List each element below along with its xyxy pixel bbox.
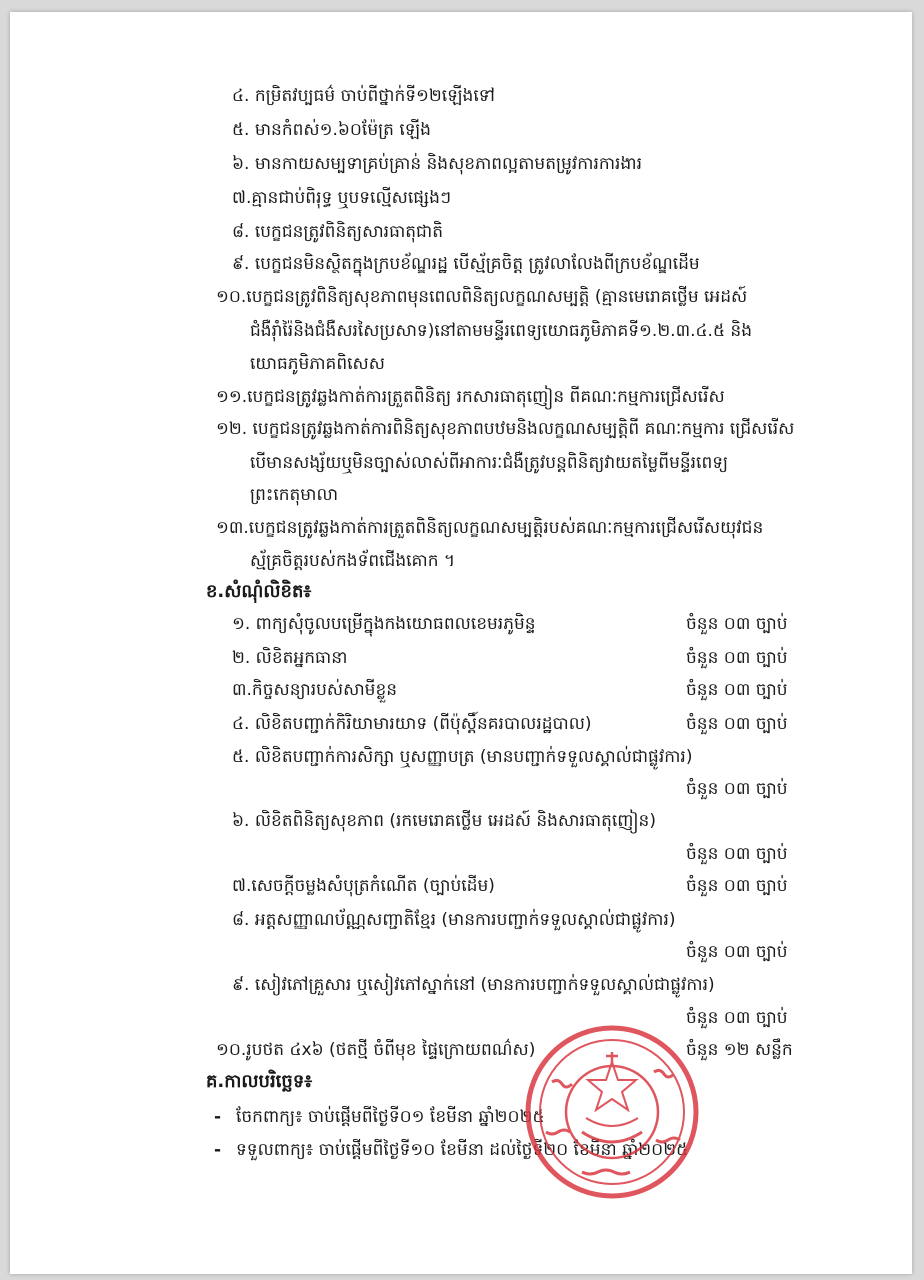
document-page (10, 12, 912, 1274)
documents-heading: ខ.សំណុំលិខិត៖ (206, 581, 312, 602)
qualification-item: ១០.បេក្ខជនត្រូវពិនិត្យសុខភាពមុនពេលពិនិត្យលក្ខណសម្បត្តិ (គ្មានមេរោគថ្លើម អេដស៍ (216, 287, 748, 307)
document-item-count: ចំនួន ០៣ ច្បាប់ (686, 779, 788, 799)
qualification-item-continuation: ជំងឺរ៉ាំរ៉ៃនិងជំងឺសរសៃប្រសាទ)នៅតាមមន្ទីរពេទ្យយោធភូមិភាគទី១.២.៣.៤.៥ និង (250, 321, 752, 341)
bullet-dash: - (214, 1140, 222, 1160)
document-item-label: ៥. លិខិតបញ្ជាក់ការសិក្សា ឬសញ្ញាបត្រ (មានបញ្ជាក់ទទួលស្គាល់ជាផ្លូវការ) (232, 747, 693, 767)
qualification-item-continuation: យោធភូមិភាគពិសេស (250, 354, 385, 374)
document-item-count: ចំនួន ០៣ ច្បាប់ (686, 942, 788, 962)
qualification-item: ៧.គ្មានជាប់ពិរុទ្ធ ឬបទល្មើសផ្សេងៗ (232, 188, 452, 208)
document-item-count: ចំនួន ០៣ ច្បាប់ (686, 844, 788, 864)
schedule-heading: គ.កាលបរិច្ឆេទ៖ (206, 1071, 313, 1092)
document-item-label: ៣.កិច្ចសន្យារបស់សាមីខ្លួន (232, 680, 398, 700)
document-item-count: ចំនួន ០៣ ច្បាប់ (686, 614, 788, 634)
qualification-item-continuation: ស្ម័គ្រចិត្តរបស់កងទ័ពជើងគោក ។ (250, 551, 456, 571)
document-item-label: ១. ពាក្យសុំចូលបម្រើក្នុងកងយោធពលខេមរភូមិន្ទ (232, 614, 536, 634)
qualification-item: ៦. មានកាយសម្បទាគ្រប់គ្រាន់ និងសុខភាពល្អតាមតម្រូវការការងារ (232, 154, 643, 174)
qualification-item: ១២. បេក្ខជនត្រូវឆ្លងកាត់ការពិនិត្យសុខភាពបឋមនិងលក្ខណសម្បត្តិពី គណៈកម្មការ ជ្រើសរើស (216, 419, 795, 439)
qualification-item: ១៣.បេក្ខជនត្រូវឆ្លងកាត់ការត្រួតពិនិត្យលក្ខណសម្បត្តិរបស់គណៈកម្មការជ្រើសរើសយុវជន (216, 518, 764, 538)
document-item-count: ចំនួន ០៣ ច្បាប់ (686, 680, 788, 700)
document-item-label: ៧.សេចក្តីចម្លងសំបុត្រកំណើត (ច្បាប់ដើម) (232, 876, 495, 896)
document-item-label: ៦. លិខិតពិនិត្យសុខភាព (រកមេរោគថ្លើម អេដស៍ និងសារធាតុញៀន) (232, 811, 656, 831)
bullet-dash: - (214, 1107, 222, 1127)
document-item-count: ចំនួន ០៣ ច្បាប់ (686, 1008, 788, 1028)
document-item-label: ១០.រូបថត ៤x៦ (ថតថ្មី ចំពីមុខ ផ្ទៃក្រោយពណ៌ស) (216, 1040, 536, 1060)
schedule-item-text: ទទួលពាក្យ៖ ចាប់ផ្តើមពីថ្ងៃទី១០ ខែមីនា ដល់ថ្ងៃទី២០ ខែមីនា ឆ្នាំ២០២៥ (236, 1140, 689, 1160)
document-item-label: ២. លិខិតអ្នកធានា (232, 648, 348, 668)
qualification-item-continuation: ព្រះកេតុមាលា (250, 485, 339, 505)
qualification-item: ១១.បេក្ខជនត្រូវឆ្លងកាត់ការត្រួតពិនិត្យ រកសារធាតុញៀន ពីគណៈកម្មការជ្រើសរើស (216, 387, 725, 407)
qualification-item: ៥. មានកំពស់១.៦០ម៉ែត្រ ឡើង (232, 120, 431, 140)
document-item-count: ចំនួន ១២ សន្លឹក (686, 1040, 793, 1060)
schedule-item (214, 1105, 544, 1129)
document-item-label: ៤. លិខិតបញ្ជាក់កិរិយាមារយាទ (ពីប៉ុស្តិ៍នគរបាលរដ្ឋបាល) (232, 714, 592, 734)
document-item-count: ចំនួន ០៣ ច្បាប់ (686, 648, 788, 668)
document-item-label: ៩. សៀវភៅគ្រួសារ ឬសៀវភៅស្នាក់នៅ (មានការបញ្ជាក់ទទួលស្គាល់ជាផ្លូវការ) (232, 975, 715, 995)
official-seal-icon (522, 1022, 702, 1202)
qualification-item-continuation: បើមានសង្ស័យឬមិនច្បាស់លាស់ពីអាការៈជំងឺត្រូវបន្តពិនិត្យវាយតម្លៃពីមន្ទីរពេទ្យ (250, 453, 729, 473)
document-item-label: ៨. អត្តសញ្ញាណប័ណ្ណសញ្ជាតិខ្មែរ (មានការបញ្ជាក់ទទួលស្គាល់ជាផ្លូវការ) (232, 910, 676, 930)
qualification-item: ៤. កម្រិតវប្បធម៌ ចាប់ពីថ្នាក់ទី១២ឡើងទៅ (232, 86, 495, 106)
qualification-item: ៩. បេក្ខជនមិនស្ថិតក្នុងក្របខ័ណ្ឌរដ្ឋ បើស្ម័គ្រចិត្ត ត្រូវលាលែងពីក្របខ័ណ្ឌដើម (232, 254, 700, 274)
schedule-item-text: ចែកពាក្យ៖ ចាប់ផ្តើមពីថ្ងៃទី០១ ខែមីនា ឆ្នាំ២០២៥ (236, 1107, 545, 1127)
qualification-item: ៨. បេក្ខជនត្រូវពិនិត្យសារធាតុជាតិ (232, 222, 444, 242)
document-item-count: ចំនួន ០៣ ច្បាប់ (686, 714, 788, 734)
document-item-count: ចំនួន ០៣ ច្បាប់ (686, 876, 788, 896)
